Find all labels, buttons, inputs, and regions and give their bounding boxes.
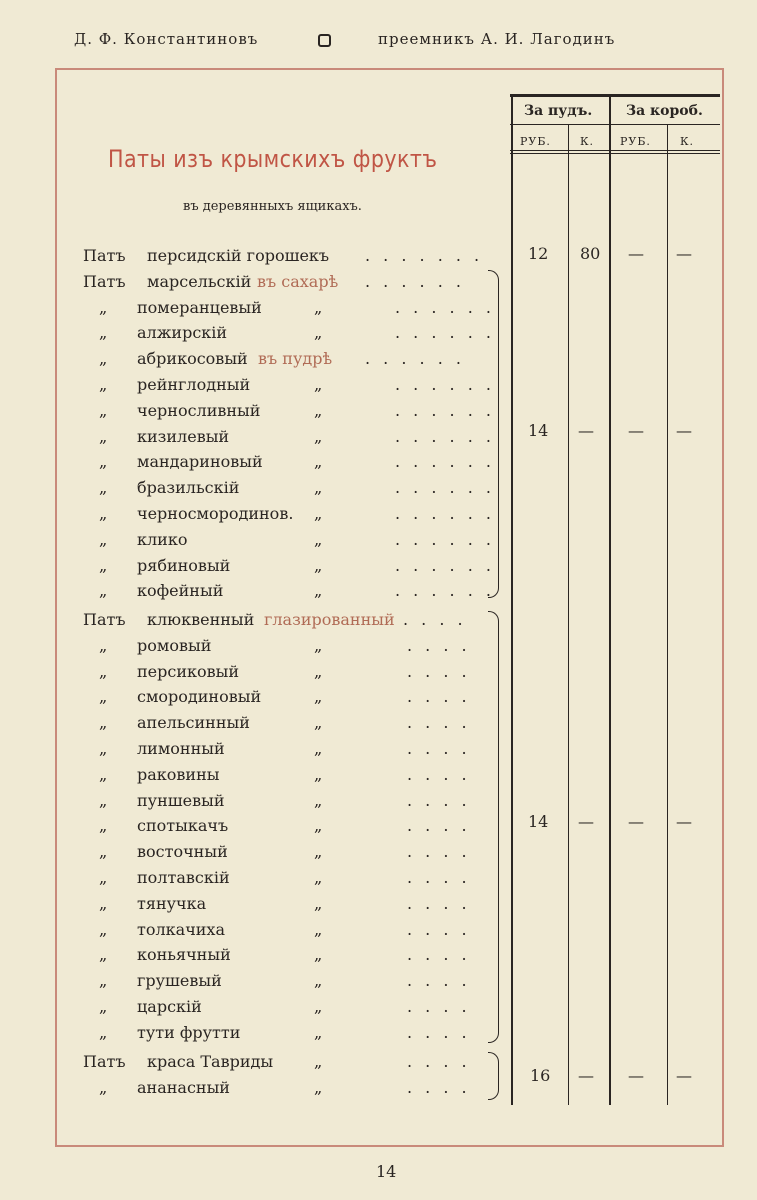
leader-dots: . . . . <box>407 816 471 835</box>
ditto-mark: „ <box>99 971 108 990</box>
leader-dots: . . . . . . <box>395 452 495 471</box>
ditto-mark: „ <box>314 842 323 861</box>
ditto-mark: „ <box>99 1023 108 1042</box>
ditto-mark: „ <box>314 530 323 549</box>
header-per-box: За короб. <box>626 103 703 119</box>
page-title: Паты изъ крымскихъ фруктъ <box>108 145 438 173</box>
leader-dots: . . . . <box>407 868 471 887</box>
header-kop-2: К. <box>680 135 695 148</box>
ditto-mark: „ <box>99 842 108 861</box>
group-brace-2 <box>488 611 499 1043</box>
table-header-rule-2 <box>510 150 720 151</box>
ditto-mark: „ <box>99 894 108 913</box>
ditto-mark: „ <box>99 816 108 835</box>
ditto-mark: „ <box>99 920 108 939</box>
item-name: черносмородинов. <box>137 504 294 523</box>
ditto-mark: „ <box>314 504 323 523</box>
price-dash: — <box>628 812 644 831</box>
item-note: глазированный <box>264 610 395 629</box>
ditto-mark: „ <box>314 401 323 420</box>
item-name: тянучка <box>137 894 207 913</box>
ditto-mark: „ <box>99 530 108 549</box>
list-item <box>65 969 495 993</box>
ditto-mark: „ <box>314 713 323 732</box>
ditto-mark: „ <box>99 945 108 964</box>
ditto-mark: „ <box>314 894 323 913</box>
leader-dots: . . . . <box>403 610 467 629</box>
ditto-mark: „ <box>314 662 323 681</box>
price-dash: — <box>676 244 692 263</box>
leader-dots: . . . . . . <box>365 272 465 291</box>
item-name: краса Тавриды <box>147 1052 274 1071</box>
ditto-mark: „ <box>314 791 323 810</box>
header-rub-1: РУБ. <box>520 135 551 148</box>
price-dash: — <box>676 812 692 831</box>
table-col-line-1 <box>511 95 513 1105</box>
header-kop-1: К. <box>580 135 595 148</box>
item-name: черносливный <box>137 401 261 420</box>
price-dash: — <box>628 244 644 263</box>
list-item <box>65 579 495 603</box>
item-name: клюквенный <box>147 610 255 629</box>
list-item <box>65 321 495 345</box>
leader-dots: . . . . <box>407 662 471 681</box>
list-item <box>65 789 495 813</box>
item-name: апельсинный <box>137 713 250 732</box>
item-name: пуншевый <box>137 791 225 810</box>
item-lead: Патъ <box>83 246 126 265</box>
price-rub-2: 14 <box>528 421 549 440</box>
table-col-line-3 <box>609 95 611 1105</box>
leader-dots: . . . . <box>407 1078 471 1097</box>
ditto-mark: „ <box>99 478 108 497</box>
item-name: рейнглодный <box>137 375 251 394</box>
price-rub-4: 16 <box>530 1066 551 1085</box>
item-name: восточный <box>137 842 228 861</box>
list-item <box>65 425 495 449</box>
price-dash: — <box>578 812 594 831</box>
list-item <box>65 737 495 761</box>
price-dash: — <box>628 421 644 440</box>
ditto-mark: „ <box>99 581 108 600</box>
item-name: смородиновый <box>137 687 262 706</box>
ditto-mark: „ <box>314 581 323 600</box>
header-per-pud: За пудъ. <box>524 103 593 119</box>
leader-dots: . . . . . . <box>395 401 495 420</box>
item-name: персиковый <box>137 662 240 681</box>
list-item <box>65 296 495 320</box>
leader-dots: . . . . . . <box>395 375 495 394</box>
ornament-icon <box>318 34 331 47</box>
ditto-mark: „ <box>99 504 108 523</box>
list-item <box>65 244 495 268</box>
ditto-mark: „ <box>99 556 108 575</box>
list-item <box>65 270 495 294</box>
list-item <box>65 347 495 371</box>
item-name: померанцевый <box>137 298 262 317</box>
price-rub-3: 14 <box>528 812 549 831</box>
item-name: рябиновый <box>137 556 231 575</box>
list-item <box>65 1021 495 1045</box>
ditto-mark: „ <box>314 323 323 342</box>
item-note: въ сахарѣ <box>257 272 339 291</box>
table-col-line-2 <box>568 125 569 1105</box>
leader-dots: . . . . . . <box>395 478 495 497</box>
list-item <box>65 660 495 684</box>
item-name: мандариновый <box>137 452 263 471</box>
ditto-mark: „ <box>314 1023 323 1042</box>
list-item <box>65 866 495 890</box>
ditto-mark: „ <box>314 868 323 887</box>
page-number: 14 <box>376 1162 397 1181</box>
list-item <box>65 995 495 1019</box>
list-item <box>65 943 495 967</box>
ditto-mark: „ <box>314 920 323 939</box>
price-kop-1: 80 <box>580 244 601 263</box>
item-name: раковины <box>137 765 220 784</box>
table-top-rule <box>510 94 720 97</box>
leader-dots: . . . . <box>407 739 471 758</box>
page-subtitle: въ деревянныхъ ящикахъ. <box>183 199 362 214</box>
list-item <box>65 763 495 787</box>
leader-dots: . . . . <box>407 687 471 706</box>
item-name: тути фрутти <box>137 1023 241 1042</box>
item-name: ромовый <box>137 636 212 655</box>
leader-dots: . . . . . . <box>395 504 495 523</box>
ditto-mark: „ <box>99 401 108 420</box>
ditto-mark: „ <box>314 452 323 471</box>
ditto-mark: „ <box>99 739 108 758</box>
list-item <box>65 554 495 578</box>
price-dash: — <box>676 421 692 440</box>
ditto-mark: „ <box>99 427 108 446</box>
price-dash: — <box>578 421 594 440</box>
ditto-mark: „ <box>99 452 108 471</box>
table-col-line-4 <box>667 125 668 1105</box>
leader-dots: . . . . . . . <box>365 246 484 265</box>
ditto-mark: „ <box>99 791 108 810</box>
ditto-mark: „ <box>99 298 108 317</box>
table-header-rule-3 <box>510 153 720 154</box>
item-name: алжирскій <box>137 323 228 342</box>
leader-dots: . . . . <box>407 842 471 861</box>
list-item <box>65 711 495 735</box>
item-lead: Патъ <box>83 610 126 629</box>
leader-dots: . . . . . . <box>395 323 495 342</box>
list-item <box>65 476 495 500</box>
group-brace-3 <box>488 1052 499 1100</box>
leader-dots: . . . . <box>407 1023 471 1042</box>
item-name: кизилевый <box>137 427 230 446</box>
item-name: коньячный <box>137 945 231 964</box>
table-header-rule <box>510 124 720 125</box>
ditto-mark: „ <box>314 478 323 497</box>
item-name: полтавскій <box>137 868 230 887</box>
item-lead: Патъ <box>83 272 126 291</box>
price-rub-1: 12 <box>528 244 549 263</box>
item-name: лимонный <box>137 739 225 758</box>
leader-dots: . . . . <box>407 945 471 964</box>
item-name: царскій <box>137 997 202 1016</box>
list-item <box>65 814 495 838</box>
list-item <box>65 502 495 526</box>
header-rub-2: РУБ. <box>620 135 651 148</box>
item-name: ананасный <box>137 1078 230 1097</box>
ditto-mark: „ <box>314 636 323 655</box>
ditto-mark: „ <box>99 349 108 368</box>
ditto-mark: „ <box>99 765 108 784</box>
item-note: въ пудрѣ <box>258 349 333 368</box>
list-item <box>65 608 495 632</box>
list-item <box>65 685 495 709</box>
ditto-mark: „ <box>99 662 108 681</box>
list-item <box>65 1076 495 1100</box>
list-item <box>65 840 495 864</box>
ditto-mark: „ <box>314 765 323 784</box>
leader-dots: . . . . <box>407 971 471 990</box>
ditto-mark: „ <box>314 945 323 964</box>
header-right: преемникъ А. И. Лагодинъ <box>378 30 616 48</box>
ditto-mark: „ <box>99 636 108 655</box>
ditto-mark: „ <box>314 298 323 317</box>
leader-dots: . . . . <box>407 765 471 784</box>
ditto-mark: „ <box>314 1078 323 1097</box>
list-item <box>65 399 495 423</box>
leader-dots: . . . . . . <box>395 427 495 446</box>
leader-dots: . . . . . . <box>365 349 465 368</box>
item-name: клико <box>137 530 188 549</box>
ditto-mark: „ <box>314 971 323 990</box>
ditto-mark: „ <box>99 687 108 706</box>
list-item <box>65 528 495 552</box>
list-item <box>65 918 495 942</box>
price-dash: — <box>676 1066 692 1085</box>
leader-dots: . . . . <box>407 997 471 1016</box>
leader-dots: . . . . <box>407 920 471 939</box>
leader-dots: . . . . <box>407 791 471 810</box>
ditto-mark: „ <box>99 1078 108 1097</box>
header-left: Д. Ф. Константиновъ <box>74 30 259 48</box>
item-name: спотыкачъ <box>137 816 229 835</box>
ditto-mark: „ <box>314 739 323 758</box>
list-item <box>65 373 495 397</box>
leader-dots: . . . . <box>407 1052 471 1071</box>
item-lead: Патъ <box>83 1052 126 1071</box>
leader-dots: . . . . . . <box>395 581 495 600</box>
list-item <box>65 450 495 474</box>
ditto-mark: „ <box>99 713 108 732</box>
leader-dots: . . . . <box>407 894 471 913</box>
ditto-mark: „ <box>314 816 323 835</box>
price-dash: — <box>578 1066 594 1085</box>
leader-dots: . . . . <box>407 636 471 655</box>
item-name: марсельскій <box>147 272 252 291</box>
item-name: кофейный <box>137 581 224 600</box>
list-item <box>65 634 495 658</box>
leader-dots: . . . . <box>407 713 471 732</box>
ditto-mark: „ <box>314 687 323 706</box>
ditto-mark: „ <box>314 1052 323 1071</box>
ditto-mark: „ <box>99 997 108 1016</box>
ditto-mark: „ <box>99 868 108 887</box>
group-brace-1 <box>488 270 499 598</box>
leader-dots: . . . . . . <box>395 530 495 549</box>
list-item <box>65 892 495 916</box>
ditto-mark: „ <box>314 997 323 1016</box>
item-name: персидскій горошекъ <box>147 246 330 265</box>
leader-dots: . . . . . . <box>395 298 495 317</box>
item-name: абрикосовый <box>137 349 248 368</box>
price-dash: — <box>628 1066 644 1085</box>
ditto-mark: „ <box>99 375 108 394</box>
item-name: грушевый <box>137 971 222 990</box>
item-name: бразильскій <box>137 478 240 497</box>
ditto-mark: „ <box>314 556 323 575</box>
item-name: толкачиха <box>137 920 225 939</box>
ditto-mark: „ <box>99 323 108 342</box>
ditto-mark: „ <box>314 427 323 446</box>
list-item <box>65 1050 495 1074</box>
ditto-mark: „ <box>314 375 323 394</box>
leader-dots: . . . . . . <box>395 556 495 575</box>
